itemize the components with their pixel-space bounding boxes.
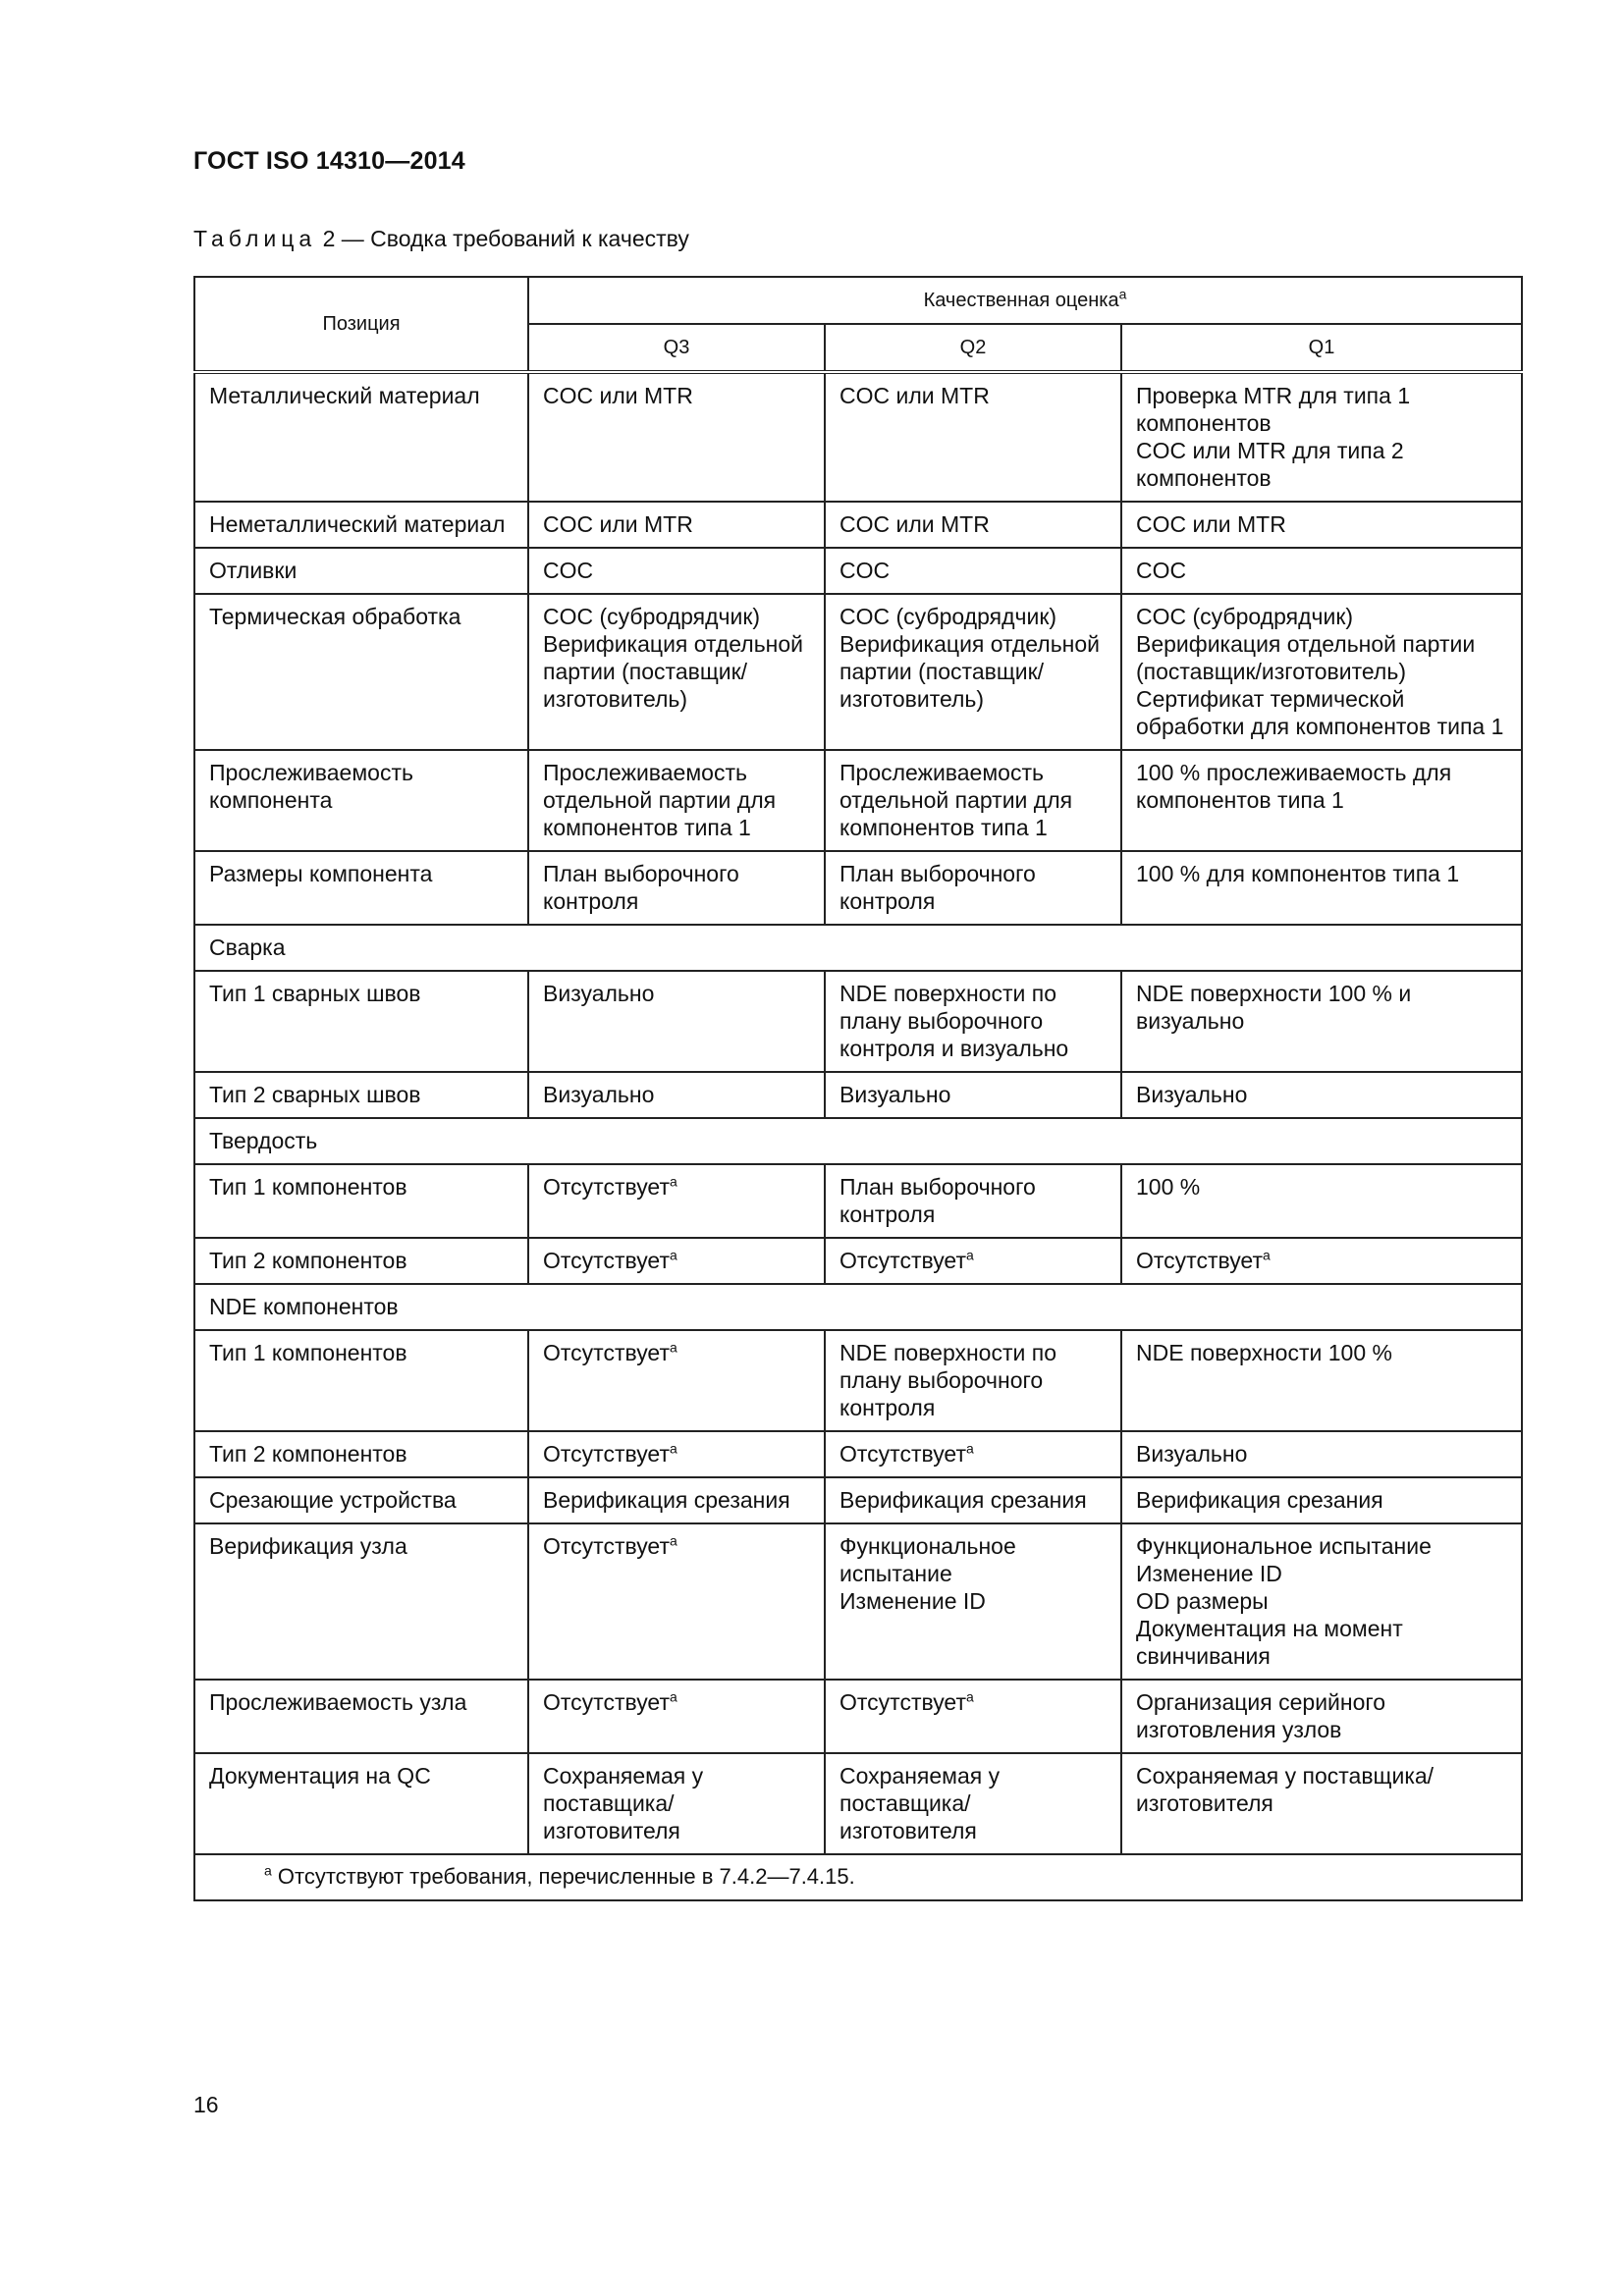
table-row — [194, 1523, 1522, 1680]
cell-text: Верификация отдельной партии (поставщик/изготовитель) — [1136, 631, 1476, 684]
table-row — [194, 971, 1522, 1072]
grade-cell-q1 — [1121, 548, 1522, 594]
cell-text: Верификация срезания — [1136, 1487, 1383, 1513]
cell-line — [209, 382, 514, 409]
cell-text: COC или MTR — [543, 383, 693, 408]
cell-line — [1136, 1339, 1507, 1366]
grade-cell-q2 — [825, 1238, 1121, 1284]
cell-line — [839, 1081, 1107, 1108]
cell-text: Функциональное испытание — [839, 1533, 1016, 1586]
cell-text: Отсутствует — [543, 1340, 670, 1365]
cell-line — [209, 1247, 514, 1274]
cell-line — [1136, 1560, 1507, 1587]
footnote-text: Отсутствуют требования, перечисленные в 7.4.2—7.4.15. — [271, 1864, 855, 1889]
table-row — [194, 594, 1522, 750]
table-section-row — [194, 1118, 1522, 1164]
footnote-ref: a — [670, 1339, 677, 1356]
cell-line — [1136, 685, 1507, 740]
grade-cell-q1 — [1121, 1238, 1522, 1284]
position-cell — [194, 1477, 528, 1523]
grade-cell-q1 — [1121, 372, 1522, 502]
grade-cell-q3 — [528, 851, 825, 925]
footnote-ref: a — [670, 1688, 677, 1705]
cell-text: Отсутствует — [543, 1689, 670, 1715]
cell-text: COC или MTR — [839, 383, 990, 408]
cell-text: Верификация отдельной партии (поставщик/изготовитель) — [839, 631, 1101, 712]
cell-line — [1136, 510, 1507, 538]
cell-text: Верификация узла — [209, 1533, 407, 1559]
cell-line — [543, 1081, 810, 1108]
grade-cell-q2 — [825, 750, 1121, 851]
cell-line — [543, 1532, 810, 1560]
grade-cell-q1 — [1121, 971, 1522, 1072]
cell-text: Тип 2 компонентов — [209, 1248, 407, 1273]
cell-line — [839, 1173, 1107, 1228]
cell-line — [839, 1532, 1107, 1587]
table-row — [194, 1431, 1522, 1477]
cell-text: COC — [839, 558, 891, 583]
grade-cell-q2 — [825, 1164, 1121, 1238]
cell-line — [209, 1339, 514, 1366]
table-row — [194, 1164, 1522, 1238]
cell-line — [839, 1587, 1107, 1615]
section-heading-cell: Сварка — [194, 925, 1522, 971]
cell-line — [1136, 1615, 1507, 1670]
table-caption-prefix: Таблица — [193, 226, 317, 251]
cell-text: Отливки — [209, 558, 298, 583]
grade-cell-q3 — [528, 971, 825, 1072]
table-row — [194, 1753, 1522, 1854]
cell-text: План выборочного контроля — [839, 861, 1036, 914]
cell-line — [1136, 1081, 1507, 1108]
cell-line — [209, 1440, 514, 1468]
cell-line — [209, 1486, 514, 1514]
cell-line — [543, 1173, 810, 1201]
quality-grade-group-header — [528, 277, 1522, 324]
table-caption — [193, 226, 689, 252]
table-caption-text: 2 — Сводка требований к качеству — [316, 226, 689, 251]
grade-cell-q1 — [1121, 1072, 1522, 1118]
cell-line — [1136, 1587, 1507, 1615]
grade-cell-q3 — [528, 594, 825, 750]
quality-requirements-table — [193, 276, 1523, 1901]
cell-line — [543, 759, 810, 841]
page-number: 16 — [193, 2092, 219, 2117]
cell-text: COC (субродрядчик) — [543, 604, 761, 629]
cell-text: 100 % для компонентов типа 1 — [1136, 861, 1460, 886]
position-cell — [194, 1680, 528, 1753]
cell-line — [209, 1081, 514, 1108]
table-body — [194, 372, 1522, 1854]
grade-cell-q1 — [1121, 1431, 1522, 1477]
footnote-ref: a — [670, 1173, 677, 1190]
grade-cell-q2 — [825, 1330, 1121, 1431]
grade-cell-q2 — [825, 971, 1121, 1072]
grade-cell-q3 — [528, 750, 825, 851]
table-row — [194, 1238, 1522, 1284]
cell-line — [543, 603, 810, 630]
cell-text: NDE поверхности по плану выборочного контроля и визуально — [839, 981, 1069, 1061]
cell-text: NDE поверхности по плану выборочного контроля — [839, 1340, 1056, 1420]
cell-line — [839, 980, 1107, 1062]
cell-text: Верификация срезания — [543, 1487, 790, 1513]
cell-line — [1136, 860, 1507, 887]
table-footnote — [194, 1854, 1522, 1900]
cell-line — [839, 557, 1107, 584]
footnote-ref: a — [670, 1247, 677, 1263]
cell-line — [1136, 557, 1507, 584]
position-cell — [194, 1164, 528, 1238]
cell-text: OD размеры — [1136, 1588, 1269, 1614]
cell-line — [1136, 437, 1507, 492]
cell-text: COC (субродрядчик) — [839, 604, 1057, 629]
cell-line — [1136, 1247, 1507, 1274]
grade-cell-q3 — [528, 1477, 825, 1523]
position-cell — [194, 1753, 528, 1854]
cell-line — [543, 510, 810, 538]
cell-line — [209, 557, 514, 584]
grade-cell-q3 — [528, 372, 825, 502]
cell-text: Размеры компонента — [209, 861, 433, 886]
cell-line — [1136, 1762, 1507, 1817]
cell-text: COC (субродрядчик) — [1136, 604, 1354, 629]
grade-cell-q2 — [825, 1431, 1121, 1477]
grade-cell-q1 — [1121, 1330, 1522, 1431]
cell-text: Металлический материал — [209, 383, 480, 408]
cell-text: Отсутствует — [1136, 1248, 1263, 1273]
cell-line — [543, 1339, 810, 1366]
grade-cell-q2 — [825, 502, 1121, 548]
cell-line — [543, 557, 810, 584]
cell-line — [543, 1688, 810, 1716]
cell-text: Тип 2 сварных швов — [209, 1082, 421, 1107]
cell-line — [209, 1688, 514, 1716]
grade-cell-q1 — [1121, 1753, 1522, 1854]
cell-line — [839, 759, 1107, 841]
grade-cell-q3 — [528, 502, 825, 548]
cell-text: 100 % — [1136, 1174, 1201, 1200]
cell-text: Отсутствует — [543, 1174, 670, 1200]
cell-text: Верификация отдельной партии (поставщик/изготовитель) — [543, 631, 804, 712]
footnote-ref: a — [966, 1688, 974, 1705]
cell-text: Прослеживаемость узла — [209, 1689, 467, 1715]
table-row — [194, 750, 1522, 851]
position-cell — [194, 1238, 528, 1284]
cell-line — [1136, 1532, 1507, 1560]
cell-line — [209, 1173, 514, 1201]
cell-text: COC или MTR — [839, 511, 990, 537]
cell-text: NDE поверхности 100 % и визуально — [1136, 981, 1412, 1034]
cell-text: Изменение ID — [839, 1588, 986, 1614]
grade-cell-q3 — [528, 1164, 825, 1238]
column-header-q1: Q1 — [1121, 324, 1522, 372]
cell-line — [839, 1486, 1107, 1514]
cell-text: Визуально — [543, 981, 655, 1006]
table-row — [194, 1072, 1522, 1118]
cell-text: Отсутствует — [543, 1533, 670, 1559]
cell-line — [839, 630, 1107, 713]
cell-text: COC или MTR для типа 2 компонентов — [1136, 438, 1404, 491]
cell-line — [839, 1688, 1107, 1716]
table-section-row — [194, 925, 1522, 971]
cell-text: Сертификат термической обработки для компонентов типа 1 — [1136, 686, 1504, 739]
column-header-q3: Q3 — [528, 324, 825, 372]
cell-text: 100 % прослеживаемость для компонентов типа 1 — [1136, 760, 1452, 813]
cell-line — [209, 1762, 514, 1789]
cell-line — [1136, 980, 1507, 1035]
cell-line — [1136, 603, 1507, 630]
grade-cell-q3 — [528, 1523, 825, 1680]
position-cell — [194, 548, 528, 594]
cell-line — [209, 510, 514, 538]
cell-text: Функциональное испытание — [1136, 1533, 1432, 1559]
position-column-header: Позиция — [194, 277, 528, 372]
quality-grade-group-label: Качественная оценка — [923, 290, 1119, 311]
grade-cell-q2 — [825, 372, 1121, 502]
cell-text: Прослеживаемость отдельной партии для компонентов типа 1 — [543, 760, 777, 840]
cell-text: Отсутствует — [543, 1248, 670, 1273]
cell-line — [839, 382, 1107, 409]
cell-line — [1136, 630, 1507, 685]
grade-cell-q1 — [1121, 750, 1522, 851]
grade-cell-q2 — [825, 1072, 1121, 1118]
grade-cell-q1 — [1121, 594, 1522, 750]
cell-text: Документация на момент свинчивания — [1136, 1616, 1403, 1669]
position-cell — [194, 971, 528, 1072]
grade-cell-q2 — [825, 1523, 1121, 1680]
cell-text: Документация на QC — [209, 1763, 431, 1789]
cell-line — [543, 630, 810, 713]
footnote-ref: a — [966, 1247, 974, 1263]
table-section-row — [194, 1284, 1522, 1330]
grade-cell-q1 — [1121, 502, 1522, 548]
footnote-ref: a — [966, 1440, 974, 1457]
grade-cell-q2 — [825, 548, 1121, 594]
cell-text: Визуально — [543, 1082, 655, 1107]
position-cell — [194, 851, 528, 925]
cell-text: Сохраняемая у поставщика/изготовителя — [543, 1763, 704, 1843]
cell-text: Верификация срезания — [839, 1487, 1087, 1513]
quality-grade-footnote-ref: a — [1118, 286, 1127, 302]
position-cell — [194, 502, 528, 548]
cell-text: Сохраняемая у поставщика/изготовителя — [1136, 1763, 1435, 1816]
cell-text: Отсутствует — [543, 1441, 670, 1467]
cell-line — [1136, 1486, 1507, 1514]
cell-text: Прослеживаемость отдельной партии для компонентов типа 1 — [839, 760, 1073, 840]
cell-line — [839, 510, 1107, 538]
grade-cell-q3 — [528, 1753, 825, 1854]
grade-cell-q2 — [825, 851, 1121, 925]
table-row — [194, 851, 1522, 925]
grade-cell-q3 — [528, 1238, 825, 1284]
cell-line — [209, 603, 514, 630]
cell-text: Визуально — [1136, 1441, 1248, 1467]
cell-line — [543, 1247, 810, 1274]
cell-line — [1136, 1688, 1507, 1743]
grade-cell-q1 — [1121, 1680, 1522, 1753]
grade-cell-q3 — [528, 1072, 825, 1118]
table-row — [194, 1680, 1522, 1753]
grade-cell-q1 — [1121, 1523, 1522, 1680]
grade-cell-q2 — [825, 594, 1121, 750]
cell-line — [543, 382, 810, 409]
cell-text: COC или MTR — [1136, 511, 1286, 537]
cell-text: Отсутствует — [839, 1441, 966, 1467]
cell-text: Проверка MTR для типа 1 компонентов — [1136, 383, 1411, 436]
cell-line — [543, 1762, 810, 1844]
cell-line — [839, 603, 1107, 630]
grade-cell-q1 — [1121, 1477, 1522, 1523]
cell-text: План выборочного контроля — [543, 861, 739, 914]
cell-line — [1136, 1440, 1507, 1468]
cell-text: Термическая обработка — [209, 604, 461, 629]
grade-cell-q1 — [1121, 851, 1522, 925]
cell-text: Изменение ID — [1136, 1561, 1282, 1586]
grade-cell-q3 — [528, 1680, 825, 1753]
cell-line — [1136, 382, 1507, 437]
cell-text: Прослеживаемость компонента — [209, 760, 413, 813]
cell-text: Неметаллический материал — [209, 511, 506, 537]
footnote-marker: a — [264, 1862, 272, 1879]
cell-text: Визуально — [1136, 1082, 1248, 1107]
cell-text: Срезающие устройства — [209, 1487, 457, 1513]
position-cell — [194, 372, 528, 502]
table-row — [194, 1477, 1522, 1523]
cell-line — [839, 1762, 1107, 1844]
cell-text: Тип 1 компонентов — [209, 1340, 407, 1365]
cell-text: Тип 2 компонентов — [209, 1441, 407, 1467]
cell-text: COC — [1136, 558, 1187, 583]
grade-cell-q3 — [528, 1330, 825, 1431]
grade-cell-q3 — [528, 1431, 825, 1477]
table-row — [194, 1330, 1522, 1431]
cell-line — [543, 1440, 810, 1468]
table-row — [194, 502, 1522, 548]
footnote-ref: a — [670, 1440, 677, 1457]
cell-line — [543, 860, 810, 915]
cell-text: Тип 1 сварных швов — [209, 981, 421, 1006]
footnote-ref: a — [670, 1532, 677, 1549]
grade-cell-q3 — [528, 548, 825, 594]
column-header-q2: Q2 — [825, 324, 1121, 372]
cell-line — [839, 1339, 1107, 1421]
position-cell — [194, 1431, 528, 1477]
cell-line — [839, 1247, 1107, 1274]
cell-line — [209, 759, 514, 814]
cell-text: Отсутствует — [839, 1248, 966, 1273]
document-header: ГОСТ ISO 14310—2014 — [193, 147, 465, 175]
position-cell — [194, 594, 528, 750]
position-cell — [194, 750, 528, 851]
cell-line — [209, 980, 514, 1007]
grade-cell-q2 — [825, 1680, 1121, 1753]
cell-line — [209, 860, 514, 887]
cell-line — [543, 980, 810, 1007]
cell-text: Визуально — [839, 1082, 951, 1107]
grade-cell-q2 — [825, 1477, 1121, 1523]
grade-cell-q1 — [1121, 1164, 1522, 1238]
position-cell — [194, 1072, 528, 1118]
cell-text: Тип 1 компонентов — [209, 1174, 407, 1200]
cell-line — [209, 1532, 514, 1560]
position-cell — [194, 1523, 528, 1680]
section-heading-cell: NDE компонентов — [194, 1284, 1522, 1330]
cell-line — [1136, 759, 1507, 814]
grade-cell-q2 — [825, 1753, 1121, 1854]
cell-text: Организация серийного изготовления узлов — [1136, 1689, 1386, 1742]
cell-text: План выборочного контроля — [839, 1174, 1036, 1227]
cell-line — [839, 860, 1107, 915]
cell-text: Сохраняемая у поставщика/изготовителя — [839, 1763, 1001, 1843]
table-row — [194, 548, 1522, 594]
cell-text: NDE поверхности 100 % — [1136, 1340, 1392, 1365]
cell-line — [839, 1440, 1107, 1468]
cell-text: COC — [543, 558, 594, 583]
position-cell — [194, 1330, 528, 1431]
footnote-ref: a — [1263, 1247, 1271, 1263]
table-row — [194, 372, 1522, 502]
cell-text: COC или MTR — [543, 511, 693, 537]
cell-line — [543, 1486, 810, 1514]
cell-line — [1136, 1173, 1507, 1201]
section-heading-cell: Твердость — [194, 1118, 1522, 1164]
cell-text: Отсутствует — [839, 1689, 966, 1715]
